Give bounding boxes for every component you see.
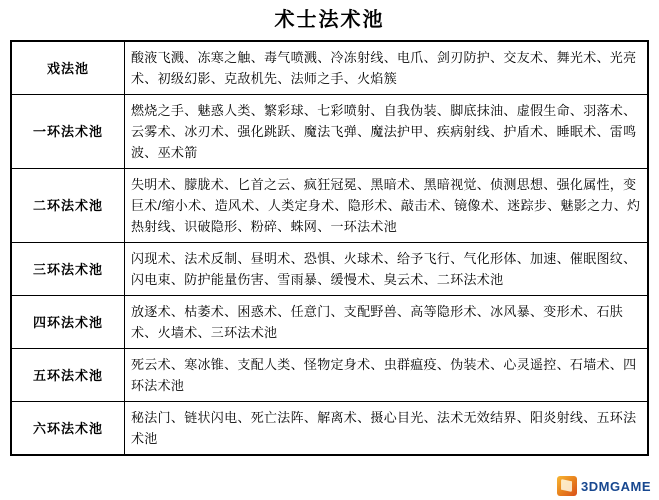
table-row xyxy=(11,243,648,296)
spell-list: 酸液飞溅、冻寒之触、毒气喷溅、冷冻射线、电爪、剑刃防护、交友术、舞光术、光亮术、初级幻影、克敌机先、法师之手、火焰簇 xyxy=(125,41,649,95)
table-row xyxy=(11,402,648,456)
spell-list: 秘法门、链状闪电、死亡法阵、解离术、摄心目光、法术无效结界、阳炎射线、五环法术池 xyxy=(125,402,649,456)
table-body xyxy=(11,41,648,455)
spell-level-label: 二环法术池 xyxy=(11,169,125,243)
spell-level-label: 三环法术池 xyxy=(11,243,125,296)
spell-level-label: 戏法池 xyxy=(11,41,125,95)
table-row xyxy=(11,95,648,169)
spell-list: 失明术、朦胧术、匕首之云、疯狂冠冕、黑暗术、黑暗视觉、侦测思想、强化属性，变巨术/缩小术、造风术、人类定身术、隐形术、敲击术、镜像术、迷踪步、魅影之力、灼热射线、识破隐形、粉碎、蛛网、一环法术池 xyxy=(125,169,649,243)
page-title: 术士法术池 xyxy=(274,9,385,31)
spell-list: 死云术、寒冰锥、支配人类、怪物定身术、虫群瘟疫、伪装术、心灵遥控、石墙术、四环法术池 xyxy=(125,349,649,402)
watermark xyxy=(557,476,651,496)
table-row xyxy=(11,349,648,402)
spell-list: 放逐术、枯萎术、困惑术、任意门、支配野兽、高等隐形术、冰风暴、变形术、石肤术、火墙术、三环法术池 xyxy=(125,296,649,349)
spell-level-label: 五环法术池 xyxy=(11,349,125,402)
spell-level-label: 一环法术池 xyxy=(11,95,125,169)
table-row xyxy=(11,296,648,349)
spell-list: 燃烧之手、魅惑人类、繁彩球、七彩喷射、自我伪装、脚底抹油、虚假生命、羽落术、云雾术、冰刃术、强化跳跃、魔法飞弹、魔法护甲、疾病射线、护盾术、睡眠术、雷鸣波、巫术箭 xyxy=(125,95,649,169)
spell-pool-table xyxy=(10,40,649,456)
watermark-text: 3DMGAME xyxy=(581,478,651,494)
spell-level-label: 六环法术池 xyxy=(11,402,125,456)
table-row xyxy=(11,41,648,95)
spell-level-label: 四环法术池 xyxy=(11,296,125,349)
table-row xyxy=(11,169,648,243)
3dmgame-logo-icon xyxy=(557,476,577,496)
spell-list: 闪现术、法术反制、昼明术、恐惧、火球术、给予飞行、气化形体、加速、催眠图纹、闪电束、防护能量伤害、雪雨暴、缓慢术、臭云术、二环法术池 xyxy=(125,243,649,296)
